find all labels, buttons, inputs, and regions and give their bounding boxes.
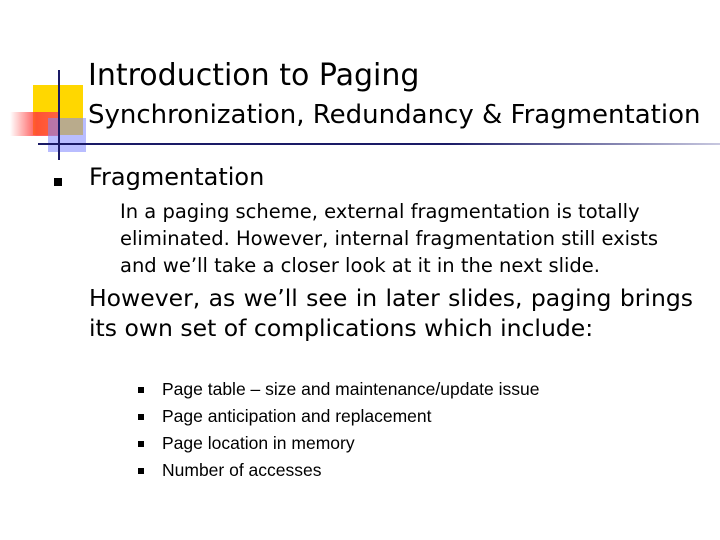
list-item — [138, 376, 540, 403]
list-item — [138, 457, 540, 484]
bullet-heading-fragmentation: Fragmentation — [89, 163, 265, 191]
bullet-icon — [138, 468, 144, 474]
complications-paragraph: However, as we’ll see in later slides, paging brings its own set of complications which include: — [89, 284, 693, 342]
list-item-label: Page location in memory — [162, 433, 355, 453]
list-item-label: Page table – size and maintenance/update issue — [162, 379, 540, 399]
bullet-icon — [138, 441, 144, 447]
complications-list — [138, 376, 540, 484]
bullet-icon — [54, 178, 62, 186]
list-item — [138, 430, 540, 457]
list-item-label: Page anticipation and replacement — [162, 406, 432, 426]
slide-title: Introduction to Paging — [88, 58, 420, 93]
decorative-blue-square — [48, 118, 86, 152]
bullet-icon — [138, 414, 144, 420]
title-underline-rule — [38, 143, 720, 145]
slide-subtitle: Synchronization, Redundancy & Fragmentation — [88, 100, 701, 130]
bullet-icon — [138, 387, 144, 393]
list-item — [138, 403, 540, 430]
decorative-vertical-rule — [58, 70, 60, 160]
fragmentation-paragraph: In a paging scheme, external fragmentation is totally eliminated. However, internal fragmentation still exists and we’ll take a closer look at it in the next slide. — [120, 200, 659, 277]
list-item-label: Number of accesses — [162, 460, 322, 480]
